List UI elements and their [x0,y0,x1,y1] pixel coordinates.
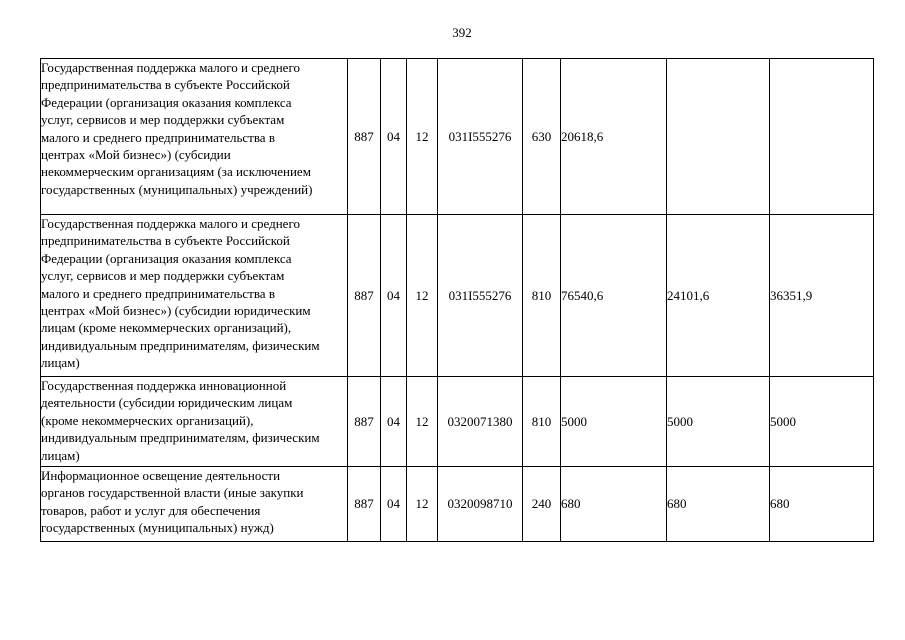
amount-3-cell [770,59,874,215]
table-row [41,377,874,467]
target-article-cell: 031I555276 [438,59,523,215]
ministry-code-cell: 887 [348,467,381,542]
ministry-code-cell: 887 [348,215,381,377]
section-cell: 04 [381,377,407,467]
description-cell: Государственная поддержка малого и среднего предпринимательства в субъекте Российской Федерации (организация оказания комплекса услуг, сервисов и мер поддержки субъектам малого и среднего предпринимательства в центрах «Мой бизнес») (субсидии юридическим лицам (кроме некоммерческих организаций), индивидуальным предпринимателям, физическим лицам) [41,215,348,377]
amount-1-cell: 76540,6 [561,215,667,377]
budget-table [40,58,874,542]
section-cell: 04 [381,467,407,542]
description-cell: Государственная поддержка малого и среднего предпринимательства в субъекте Российской Федерации (организация оказания комплекса услуг, сервисов и мер поддержки субъектам малого и среднего предпринимательства в центрах «Мой бизнес») (субсидии некоммерческим организациям (за исключением государственных (муниципальных) учреждений) [41,59,348,215]
target-article-cell: 0320098710 [438,467,523,542]
subsection-cell: 12 [407,467,438,542]
description-cell: Информационное освещение деятельности органов государственной власти (иные закупки товаров, работ и услуг для обеспечения государственных (муниципальных) нужд) [41,467,348,542]
amount-3-cell: 36351,9 [770,215,874,377]
target-article-cell: 0320071380 [438,377,523,467]
target-article-cell: 031I555276 [438,215,523,377]
amount-3-cell: 5000 [770,377,874,467]
page-number: 392 [452,25,472,40]
amount-2-cell: 24101,6 [667,215,770,377]
subsection-cell: 12 [407,215,438,377]
amount-1-cell: 5000 [561,377,667,467]
expense-type-cell: 240 [523,467,561,542]
ministry-code-cell: 887 [348,377,381,467]
expense-type-cell: 810 [523,377,561,467]
subsection-cell: 12 [407,59,438,215]
amount-2-cell [667,59,770,215]
amount-2-cell: 5000 [667,377,770,467]
section-cell: 04 [381,215,407,377]
expense-type-cell: 810 [523,215,561,377]
table-row [41,59,874,215]
ministry-code-cell: 887 [348,59,381,215]
table-row [41,467,874,542]
subsection-cell: 12 [407,377,438,467]
amount-3-cell: 680 [770,467,874,542]
section-cell: 04 [381,59,407,215]
table-row [41,215,874,377]
description-cell: Государственная поддержка инновационной деятельности (субсидии юридическим лицам (кроме некоммерческих организаций), индивидуальным предпринимателям, физическим лицам) [41,377,348,467]
amount-1-cell: 680 [561,467,667,542]
amount-2-cell: 680 [667,467,770,542]
expense-type-cell: 630 [523,59,561,215]
amount-1-cell: 20618,6 [561,59,667,215]
